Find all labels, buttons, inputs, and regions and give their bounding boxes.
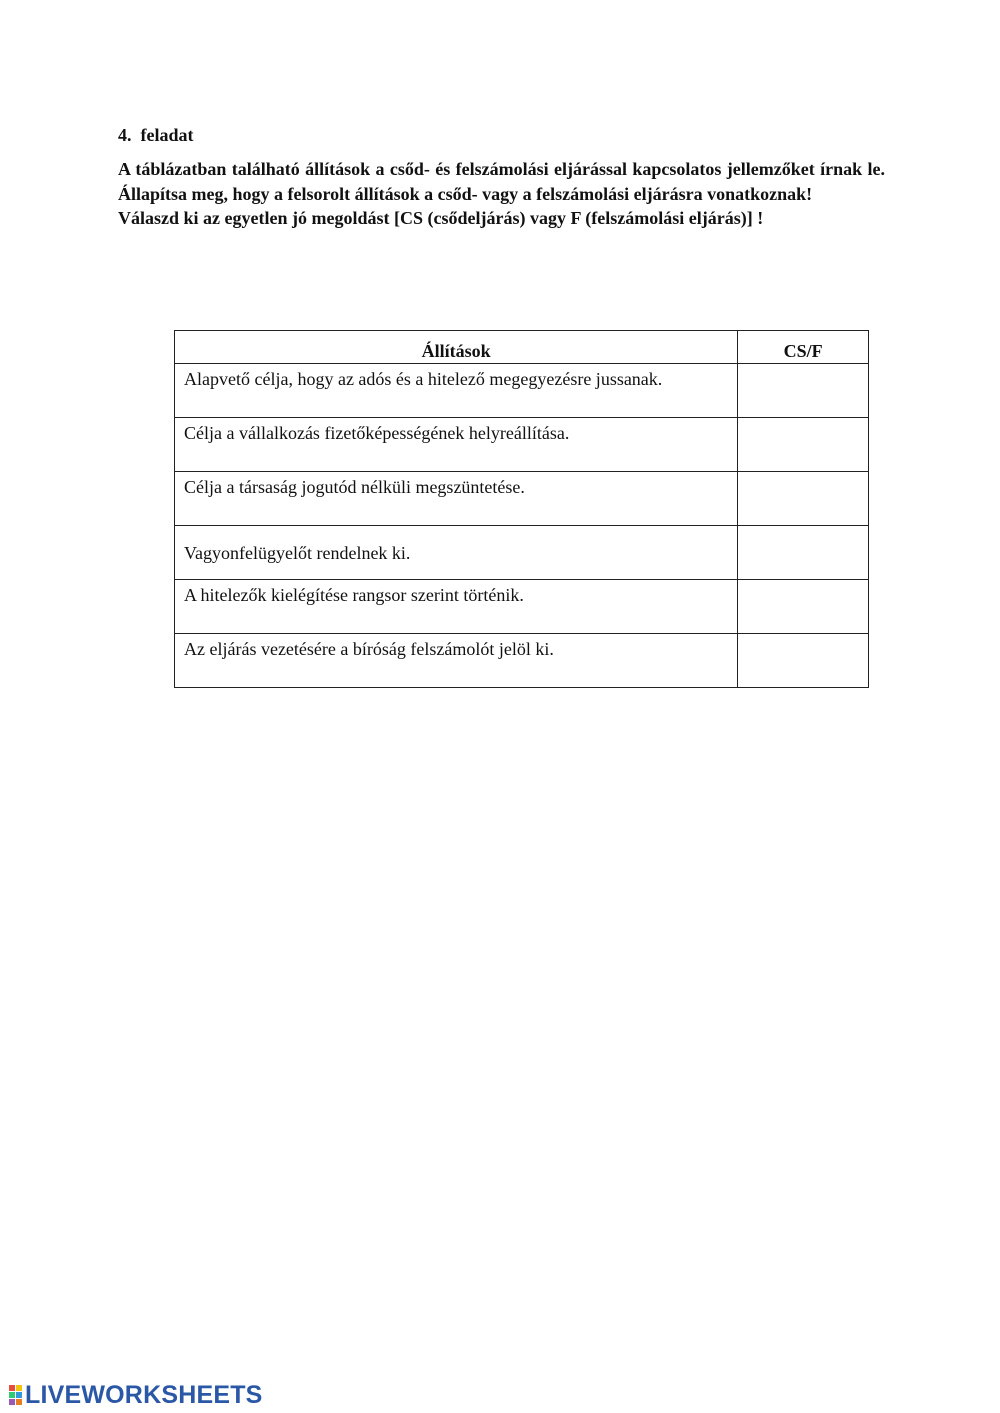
statement-cell: A hitelezők kielégítése rangsor szerint történik. (175, 580, 738, 634)
task-title: 4. feladat (118, 125, 194, 145)
table-row (175, 364, 869, 418)
answer-input-cell[interactable] (738, 472, 869, 526)
statement-cell: Célja a társaság jogutód nélküli megszüntetése. (175, 472, 738, 526)
brand-name: LIVEWORKSHEETS (25, 1380, 263, 1409)
statement-cell: Alapvető célja, hogy az adós és a hitelező megegyezésre jussanak. (175, 364, 738, 418)
header-statements: Állítások (175, 331, 738, 364)
logo-block (16, 1392, 22, 1398)
logo-block (9, 1385, 15, 1391)
answer-input-cell[interactable] (738, 418, 869, 472)
logo-block (9, 1399, 15, 1405)
answer-input-cell[interactable] (738, 526, 869, 580)
instructions-paragraph-2: Válaszd ki az egyetlen jó megoldást [CS (csődeljárás) vagy F (felszámolási eljárás)] ! (118, 208, 764, 228)
liveworksheets-logo-icon (9, 1385, 22, 1405)
task-instructions (118, 157, 885, 231)
answer-input-cell[interactable] (738, 364, 869, 418)
answer-input-cell[interactable] (738, 580, 869, 634)
table-row (175, 472, 869, 526)
table-header-row (175, 331, 869, 364)
table-row (175, 418, 869, 472)
statement-cell: Célja a vállalkozás fizetőképességének helyreállítása. (175, 418, 738, 472)
liveworksheets-brand (9, 1382, 263, 1408)
instructions-paragraph-1: A táblázatban található állítások a csőd- és felszámolási eljárással kapcsolatos jellemzőket írnak le. Állapítsa meg, hogy a felsorolt állítások a csőd- vagy a felszámolási eljárásra vonatkoznak! (118, 159, 885, 204)
table-row (175, 634, 869, 688)
logo-block (9, 1392, 15, 1398)
statements-table (174, 330, 869, 688)
table-row (175, 580, 869, 634)
answer-input-cell[interactable] (738, 634, 869, 688)
statement-cell: Vagyonfelügyelőt rendelnek ki. (175, 526, 738, 580)
header-cs-f: CS/F (738, 331, 869, 364)
logo-block (16, 1399, 22, 1405)
statement-cell: Az eljárás vezetésére a bíróság felszámolót jelöl ki. (175, 634, 738, 688)
logo-block (16, 1385, 22, 1391)
table-row (175, 526, 869, 580)
